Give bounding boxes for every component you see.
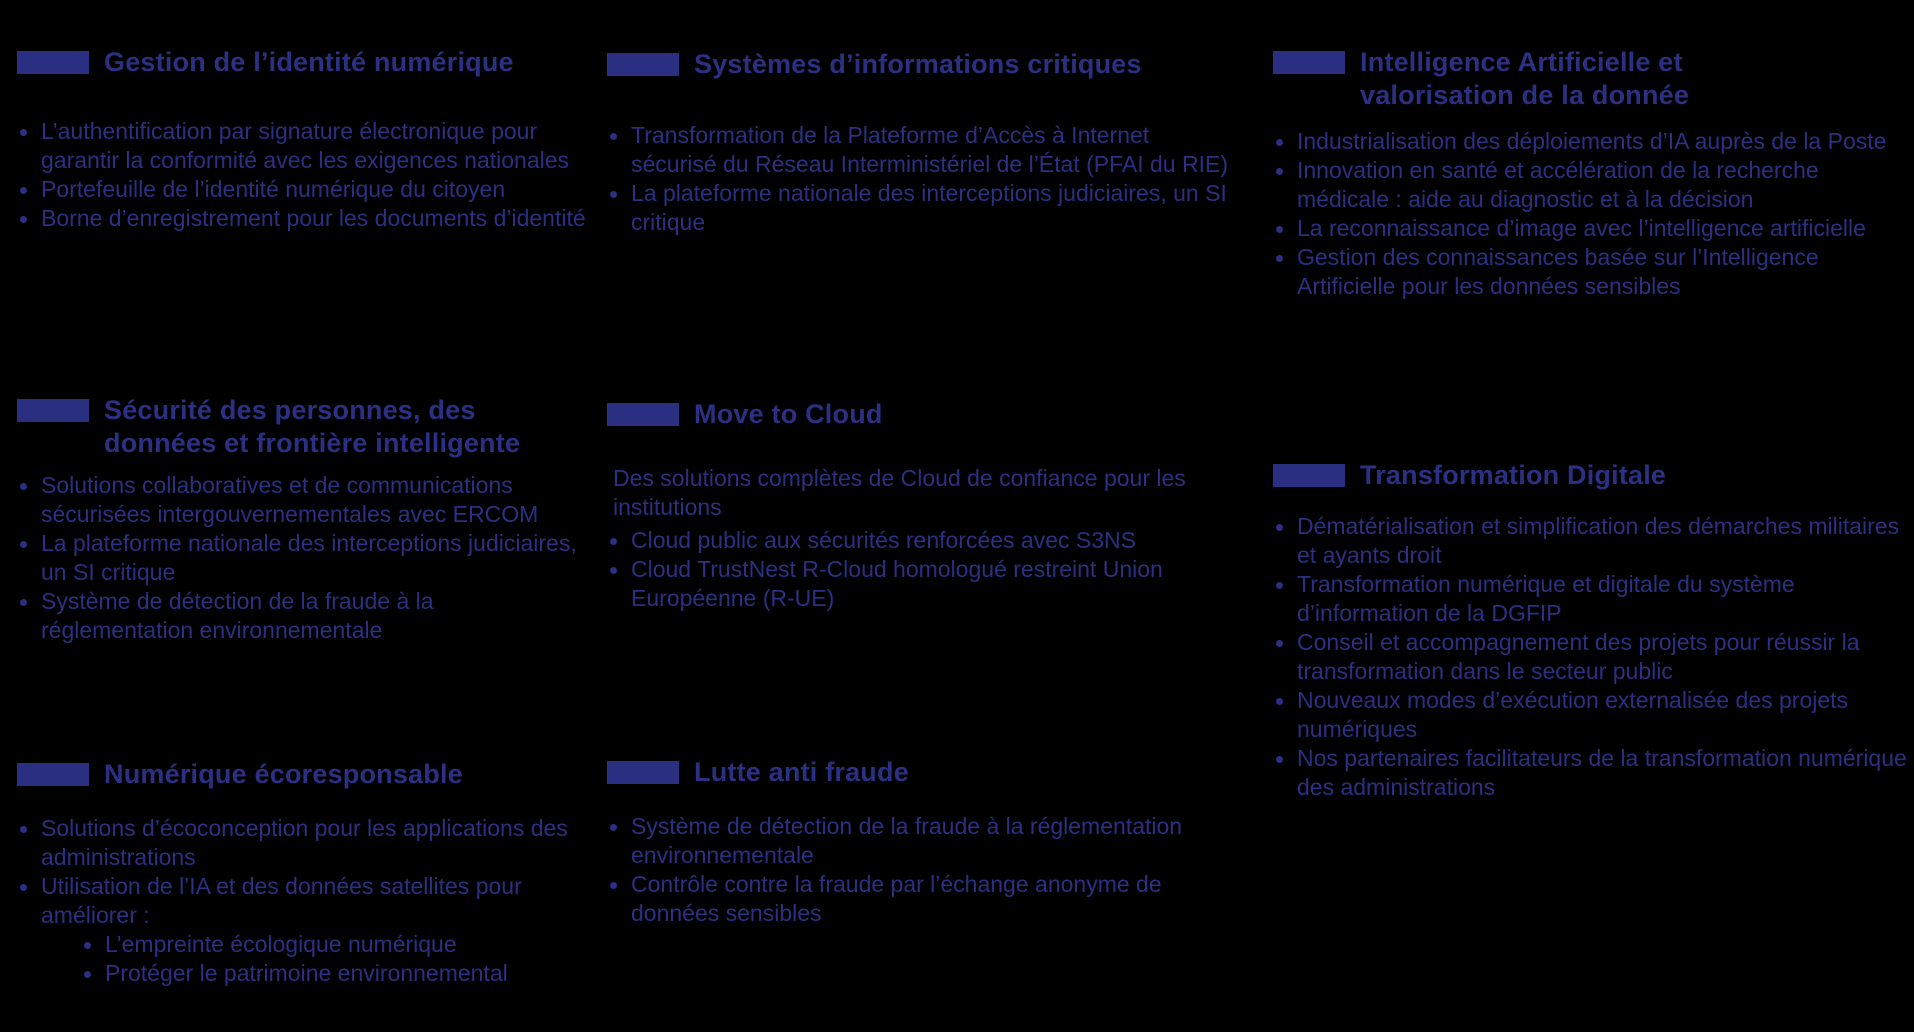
list-item <box>1273 127 1913 156</box>
list-item-text: L’authentification par signature électronique pour garantir la conformité avec les exigences nationales <box>41 118 570 173</box>
bullet-icon <box>20 599 27 606</box>
sub-bullet-list <box>81 930 592 988</box>
list-item-text: La plateforme nationale des interceptions judiciaires, un SI critique <box>631 180 1227 235</box>
bullet-icon <box>20 187 27 194</box>
list-item <box>17 117 592 175</box>
bullet-list <box>1273 127 1913 301</box>
section-header <box>17 394 592 460</box>
list-item-text: Transformation numérique et digitale du système d’information de la DGFIP <box>1297 571 1795 626</box>
list-item-text: Solutions collaboratives et de communications sécurisées intergouvernementales avec ERCOM <box>41 472 539 527</box>
bullet-list <box>17 471 592 645</box>
bullet-icon <box>1276 226 1283 233</box>
section-title-line: Transformation Digitale <box>1360 460 1667 490</box>
list-item <box>607 121 1232 179</box>
sub-list-item <box>81 930 592 959</box>
list-item <box>17 204 592 233</box>
section-systemes-informations-critiques <box>607 48 1232 237</box>
list-item-text: La plateforme nationale des interceptions judiciaires, un SI critique <box>41 530 577 585</box>
bullet-icon <box>610 567 617 574</box>
section-header <box>1273 459 1913 492</box>
bullet-icon <box>1276 168 1283 175</box>
list-item-text: Borne d’enregistrement pour les documents d’identité <box>41 205 586 231</box>
section-title-line: Systèmes d’informations critiques <box>694 49 1142 79</box>
section-header <box>17 758 592 791</box>
bullet-list <box>607 121 1232 237</box>
bullet-list <box>17 117 592 233</box>
list-item <box>17 587 592 645</box>
list-item <box>17 872 592 988</box>
section-title <box>694 398 883 431</box>
bullet-icon <box>84 971 91 978</box>
section-marker-rect <box>607 761 679 784</box>
list-item-text: Cloud public aux sécurités renforcées avec S3NS <box>631 527 1136 553</box>
bullet-icon <box>1276 640 1283 647</box>
section-marker-rect <box>1273 51 1345 74</box>
section-transformation-digitale <box>1273 459 1913 802</box>
bullet-icon <box>610 133 617 140</box>
section-title-line: valorisation de la donnée <box>1360 80 1690 110</box>
bullet-icon <box>610 538 617 545</box>
bullet-icon <box>1276 255 1283 262</box>
section-title-line: Lutte anti fraude <box>694 757 909 787</box>
bullet-list <box>607 812 1232 928</box>
list-item-text: Contrôle contre la fraude par l’échange anonyme de données sensibles <box>631 871 1162 926</box>
bullet-icon <box>20 483 27 490</box>
list-item-text: Transformation de la Plateforme d’Accès à Internet sécurisé du Réseau Interministériel de l’État (PFAI du RIE) <box>631 122 1228 177</box>
section-header <box>607 398 1232 431</box>
list-item <box>1273 570 1913 628</box>
list-item-text: Utilisation de l’IA et des données satellites pour améliorer : <box>41 873 522 928</box>
list-item-text: Innovation en santé et accélération de la recherche médicale : aide au diagnostic et à la décision <box>1297 157 1819 212</box>
list-item-text: Gestion des connaissances basée sur l’Intelligence Artificielle pour les données sensibles <box>1297 244 1819 299</box>
list-item-text: Conseil et accompagnement des projets pour réussir la transformation dans le secteur public <box>1297 629 1860 684</box>
bullet-icon <box>610 191 617 198</box>
section-header <box>1273 46 1913 112</box>
list-item-text: Système de détection de la fraude à la réglementation environnementale <box>41 588 434 643</box>
section-title-line: Move to Cloud <box>694 399 883 429</box>
section-marker-rect <box>17 399 89 422</box>
list-item <box>1273 628 1913 686</box>
bullet-list <box>1273 512 1913 802</box>
section-marker-rect <box>1273 464 1345 487</box>
list-item-text: Nos partenaires facilitateurs de la transformation numérique des administrations <box>1297 745 1907 800</box>
list-item <box>1273 156 1913 214</box>
section-header <box>607 48 1232 81</box>
section-title-line: Sécurité des personnes, des <box>104 395 476 425</box>
section-title <box>694 756 909 789</box>
section-title-line: Intelligence Artificielle et <box>1360 47 1683 77</box>
list-item-text: La reconnaissance d’image avec l’intelligence artificielle <box>1297 215 1866 241</box>
list-item <box>1273 686 1913 744</box>
list-item <box>17 529 592 587</box>
bullet-icon <box>1276 524 1283 531</box>
section-marker-rect <box>17 51 89 74</box>
column-right <box>1273 0 1913 1032</box>
section-gestion-identite-numerique <box>17 46 592 233</box>
bullet-icon <box>610 882 617 889</box>
bullet-icon <box>610 824 617 831</box>
bullet-icon <box>20 884 27 891</box>
list-item-text: Dématérialisation et simplification des démarches militaires et ayants droit <box>1297 513 1900 568</box>
list-item <box>1273 512 1913 570</box>
section-title <box>104 758 463 791</box>
bullet-icon <box>1276 698 1283 705</box>
list-item <box>607 526 1232 555</box>
bullet-icon <box>20 541 27 548</box>
section-title <box>1360 459 1666 492</box>
section-title <box>104 46 514 79</box>
list-item-text: Cloud TrustNest R-Cloud homologué restreint Union Européenne (R-UE) <box>631 556 1163 611</box>
bullet-list <box>17 814 592 988</box>
section-header <box>607 756 1232 789</box>
bullet-icon <box>1276 756 1283 763</box>
list-item <box>607 179 1232 237</box>
section-intelligence-artificielle <box>1273 46 1913 301</box>
section-move-to-cloud <box>607 398 1232 613</box>
list-item-text: Industrialisation des déploiements d’IA auprès de la Poste <box>1297 128 1887 154</box>
bullet-icon <box>84 942 91 949</box>
sub-list-item-text: L’empreinte écologique numérique <box>105 931 457 957</box>
section-marker-rect <box>607 53 679 76</box>
bullet-icon <box>1276 582 1283 589</box>
section-header <box>17 46 592 79</box>
list-item <box>1273 744 1913 802</box>
list-item <box>17 175 592 204</box>
bullet-icon <box>1276 139 1283 146</box>
list-item-text: Portefeuille de l’identité numérique du citoyen <box>41 176 506 202</box>
list-item <box>607 870 1232 928</box>
sub-list-item-text: Protéger le patrimoine environnemental <box>105 960 508 986</box>
list-item <box>607 555 1232 613</box>
section-securite-personnes-donnees-frontiere <box>17 394 592 645</box>
list-item-text: Système de détection de la fraude à la réglementation environnementale <box>631 813 1183 868</box>
list-item-text: Solutions d’écoconception pour les applications des administrations <box>41 815 568 870</box>
section-intro-text: Des solutions complètes de Cloud de confiance pour les institutions <box>613 465 1186 520</box>
section-lutte-anti-fraude <box>607 756 1232 928</box>
section-numerique-ecoresponsable <box>17 758 592 988</box>
list-item <box>1273 243 1913 301</box>
list-item-text: Nouveaux modes d’exécution externalisée des projets numériques <box>1297 687 1849 742</box>
section-marker-rect <box>17 763 89 786</box>
sub-list-item <box>81 959 592 988</box>
list-item <box>1273 214 1913 243</box>
list-item <box>17 471 592 529</box>
bullet-icon <box>20 826 27 833</box>
section-title-line: données et frontière intelligente <box>104 428 521 458</box>
section-title <box>104 394 520 460</box>
column-left <box>17 0 592 1032</box>
bullet-icon <box>20 129 27 136</box>
bullet-list <box>607 526 1232 613</box>
column-middle <box>607 0 1232 1032</box>
section-marker-rect <box>607 403 679 426</box>
bullet-icon <box>20 216 27 223</box>
list-item <box>17 814 592 872</box>
section-title-line: Numérique écoresponsable <box>104 759 463 789</box>
section-title <box>1360 46 1689 112</box>
section-title-line: Gestion de l’identité numérique <box>104 47 514 77</box>
list-item <box>607 812 1232 870</box>
section-title <box>694 48 1142 81</box>
